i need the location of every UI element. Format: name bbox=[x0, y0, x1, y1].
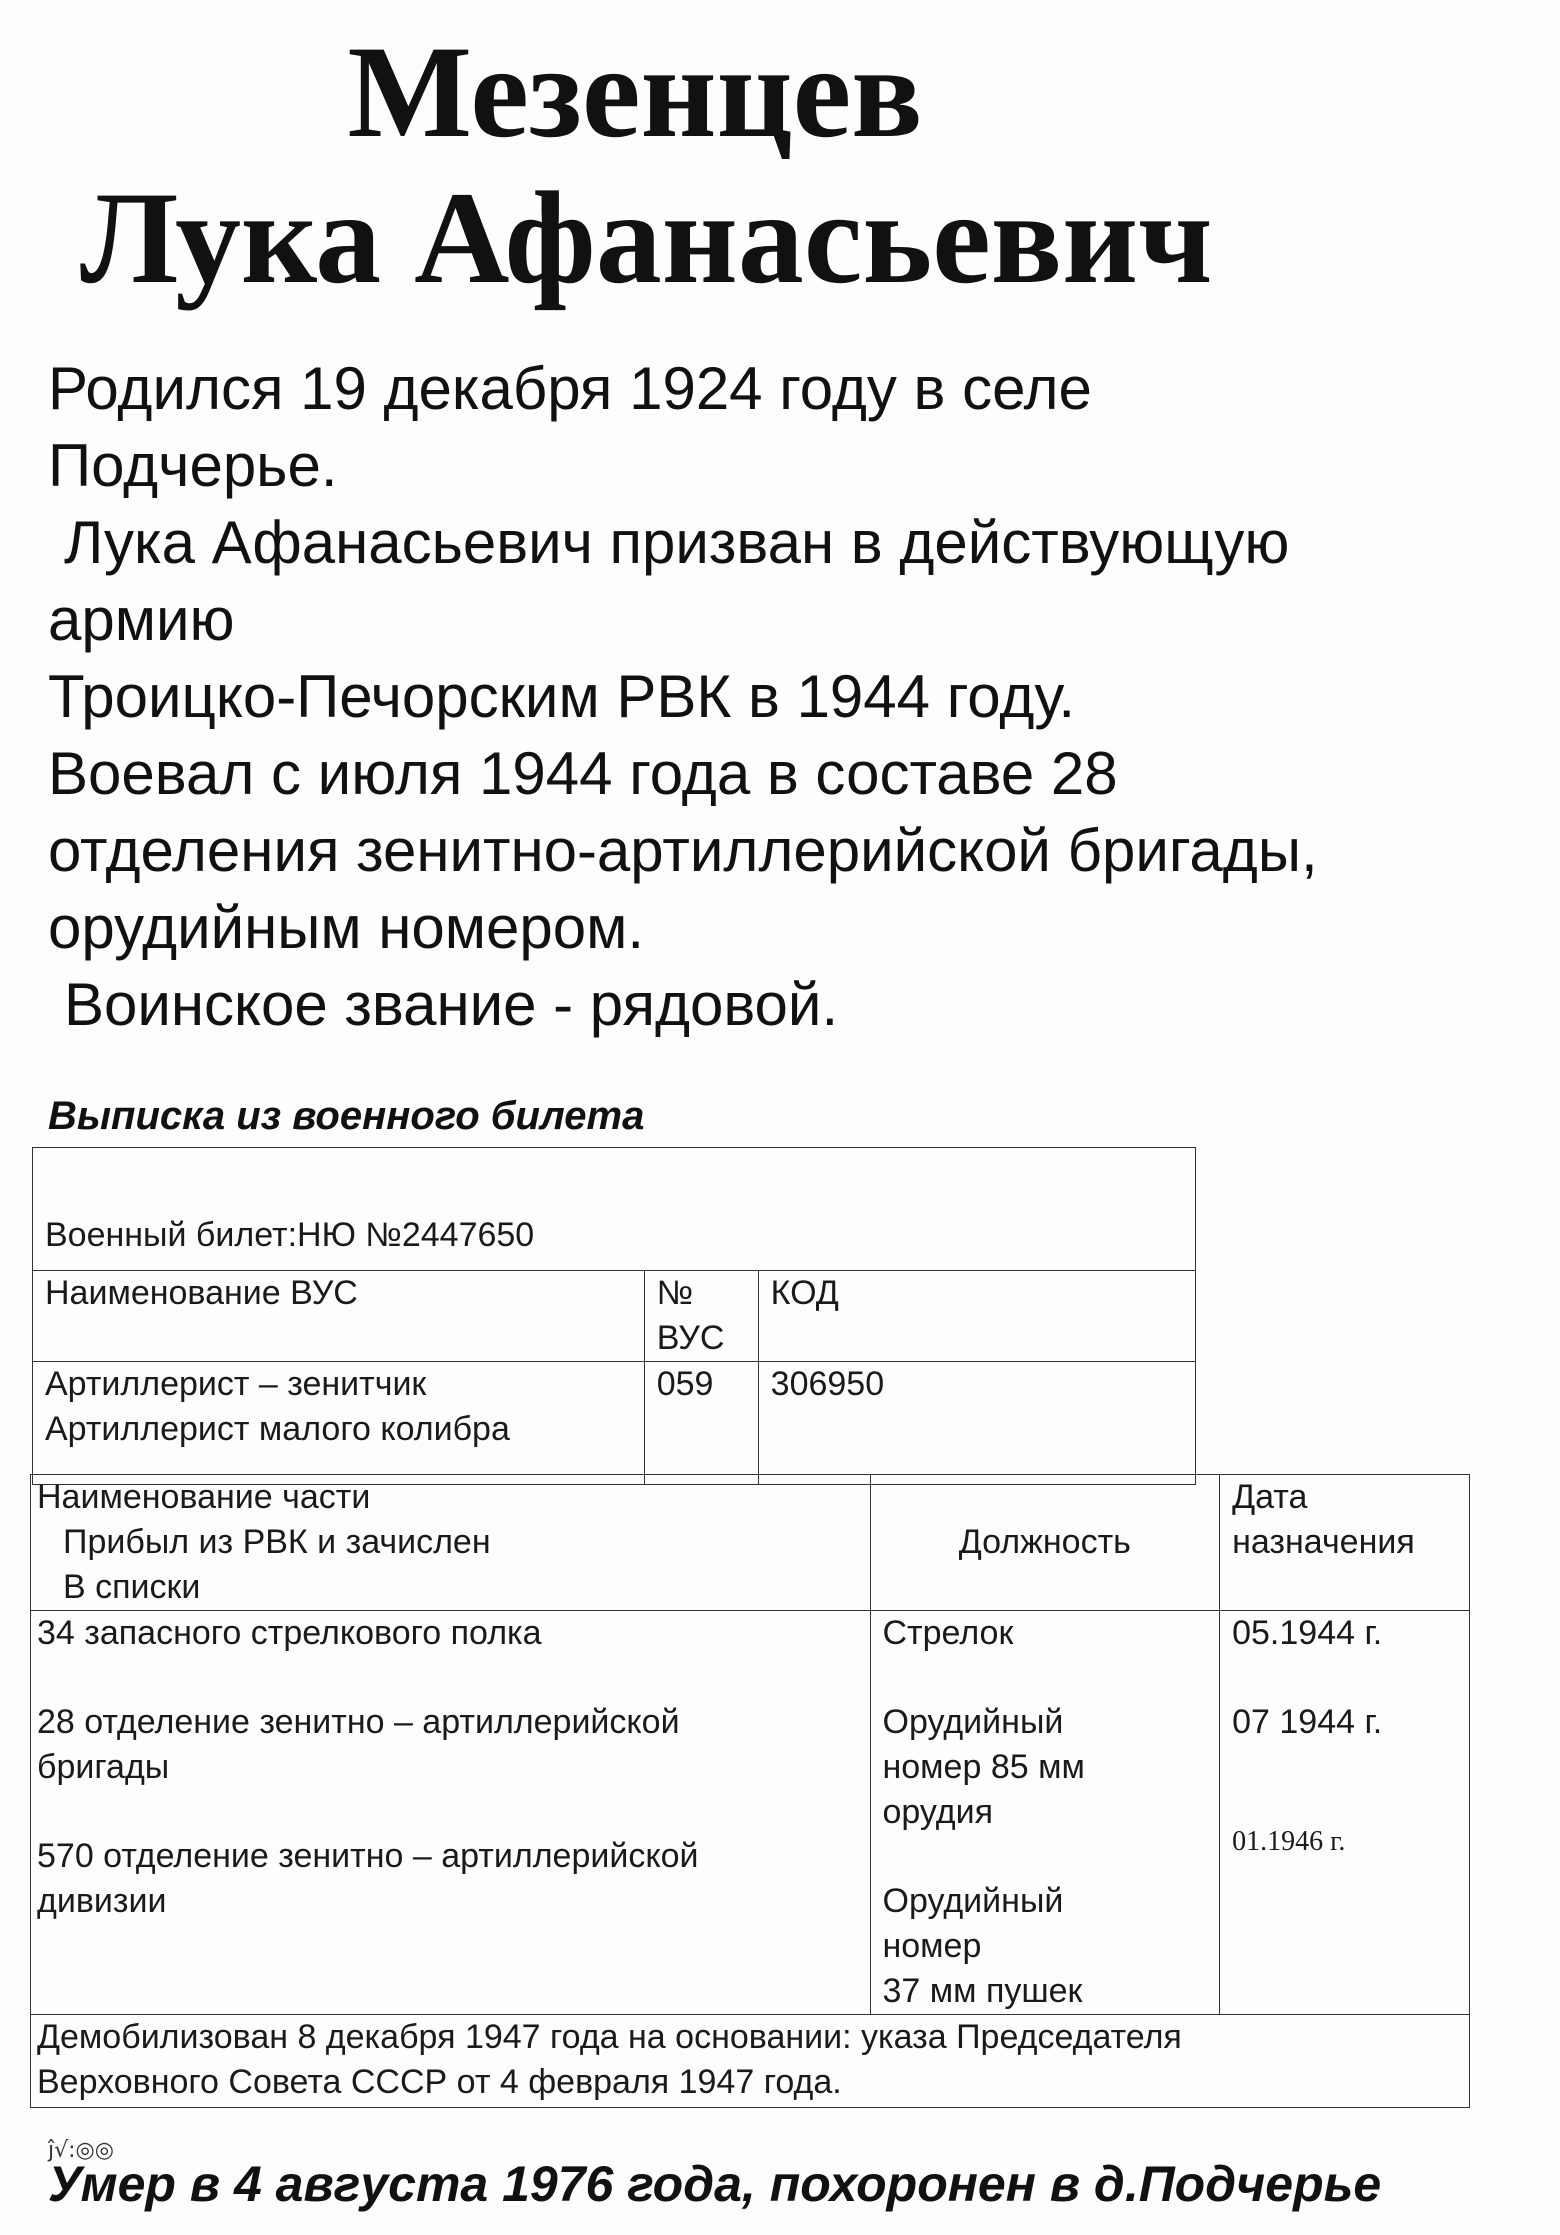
bio-line: армию bbox=[48, 586, 235, 653]
position-line: Орудийный bbox=[882, 1882, 1064, 1920]
unit-header-line: В списки bbox=[63, 1568, 201, 1606]
table-row bbox=[33, 1362, 1196, 1485]
date-header-line: назначения bbox=[1232, 1523, 1415, 1561]
date-header-line: Дата bbox=[1232, 1478, 1308, 1516]
vus-number-header bbox=[644, 1271, 758, 1362]
vus-code-header-text: КОД bbox=[770, 1274, 839, 1312]
position-line: номер 85 мм bbox=[882, 1748, 1085, 1786]
position-line: номер bbox=[882, 1927, 982, 1965]
position-line: Орудийный bbox=[882, 1703, 1064, 1741]
position-header bbox=[870, 1475, 1220, 1611]
unit-line: 28 отделение зенитно – артиллерийской bbox=[37, 1703, 680, 1741]
vus-code-header bbox=[758, 1271, 1195, 1362]
position-cell bbox=[870, 1611, 1220, 2015]
bio-line: Воинское звание - рядовой. bbox=[64, 971, 839, 1038]
position-line: орудия bbox=[882, 1793, 994, 1831]
military-ticket-number: Военный билет:НЮ №2447650 bbox=[45, 1216, 535, 1254]
vus-code-cell bbox=[758, 1362, 1195, 1485]
unit-line: дивизии bbox=[37, 1882, 167, 1920]
position-line: Стрелок bbox=[882, 1614, 1014, 1652]
unit-header-line: Наименование части bbox=[37, 1478, 371, 1516]
vus-name-line: Артиллерист малого колибра bbox=[45, 1410, 510, 1448]
bio-line: орудийным номером. bbox=[48, 894, 645, 961]
bio-line: отделения зенитно-артиллерийской бригады, bbox=[48, 817, 1318, 884]
unit-line: 34 запасного стрелкового полка bbox=[37, 1614, 542, 1652]
date-line: 05.1944 г. bbox=[1232, 1614, 1383, 1652]
vus-name-cell bbox=[33, 1362, 645, 1485]
vus-name-line: Артиллерист – зенитчик bbox=[45, 1365, 427, 1403]
vus-code-value: 306950 bbox=[770, 1365, 885, 1403]
demobilization-line: Верховного Совета СССР от 4 февраля 1947 года. bbox=[37, 2063, 842, 2101]
table-row bbox=[31, 2015, 1470, 2108]
unit-header-line: Прибыл из РВК и зачислен bbox=[63, 1523, 491, 1561]
unit-header bbox=[31, 1475, 871, 1611]
bio-line: Лука Афанасьевич призван в действующую bbox=[64, 509, 1290, 576]
vus-number-cell bbox=[644, 1362, 758, 1485]
unit-line: бригады bbox=[37, 1748, 170, 1786]
stamp-mark: ĵ√:◎◎ bbox=[48, 2138, 114, 2163]
given-names-heading: Лука Афанасьевич bbox=[80, 164, 1213, 311]
bio-line: Воевал с июля 1944 года в составе 28 bbox=[48, 740, 1118, 807]
vus-number-header-line: ВУС bbox=[656, 1319, 725, 1357]
table-row bbox=[31, 1611, 1470, 2015]
table-row bbox=[33, 1148, 1196, 1271]
date-line: 01.1946 г. bbox=[1232, 1826, 1346, 1857]
bio-line: Подчерье. bbox=[48, 432, 338, 499]
surname-heading: Мезенцев bbox=[347, 18, 923, 165]
vus-name-header-text: Наименование ВУС bbox=[45, 1274, 358, 1312]
table-row bbox=[31, 1475, 1470, 1611]
position-header-text: Должность bbox=[958, 1523, 1131, 1561]
bio-line: Родился 19 декабря 1924 году в селе bbox=[48, 355, 1092, 422]
demobilization-cell bbox=[31, 2015, 1470, 2108]
table-row bbox=[33, 1271, 1196, 1362]
service-table bbox=[30, 1474, 1470, 2108]
bio-line: Троицко-Печорским РВК в 1944 году. bbox=[48, 663, 1076, 730]
vus-table bbox=[32, 1147, 1196, 1485]
military-ticket-cell bbox=[33, 1148, 1196, 1271]
biography-text bbox=[48, 350, 1528, 1043]
demobilization-line: Демобилизован 8 декабря 1947 года на основании: указа Председателя bbox=[37, 2018, 1182, 2056]
death-note: Умер в 4 августа 1976 года, похоронен в д.Подчерье bbox=[48, 2156, 1382, 2212]
unit-line: 570 отделение зенитно – артиллерийской bbox=[37, 1837, 699, 1875]
vus-number-value: 059 bbox=[656, 1365, 714, 1403]
extract-title: Выписка из военного билета bbox=[48, 1094, 645, 1138]
date-header bbox=[1220, 1475, 1470, 1611]
date-line: 07 1944 г. bbox=[1232, 1703, 1383, 1741]
unit-cell bbox=[31, 1611, 871, 2015]
vus-name-header bbox=[33, 1271, 645, 1362]
date-cell bbox=[1220, 1611, 1470, 2015]
vus-number-header-line: № bbox=[656, 1274, 694, 1312]
position-line: 37 мм пушек bbox=[882, 1972, 1083, 2010]
